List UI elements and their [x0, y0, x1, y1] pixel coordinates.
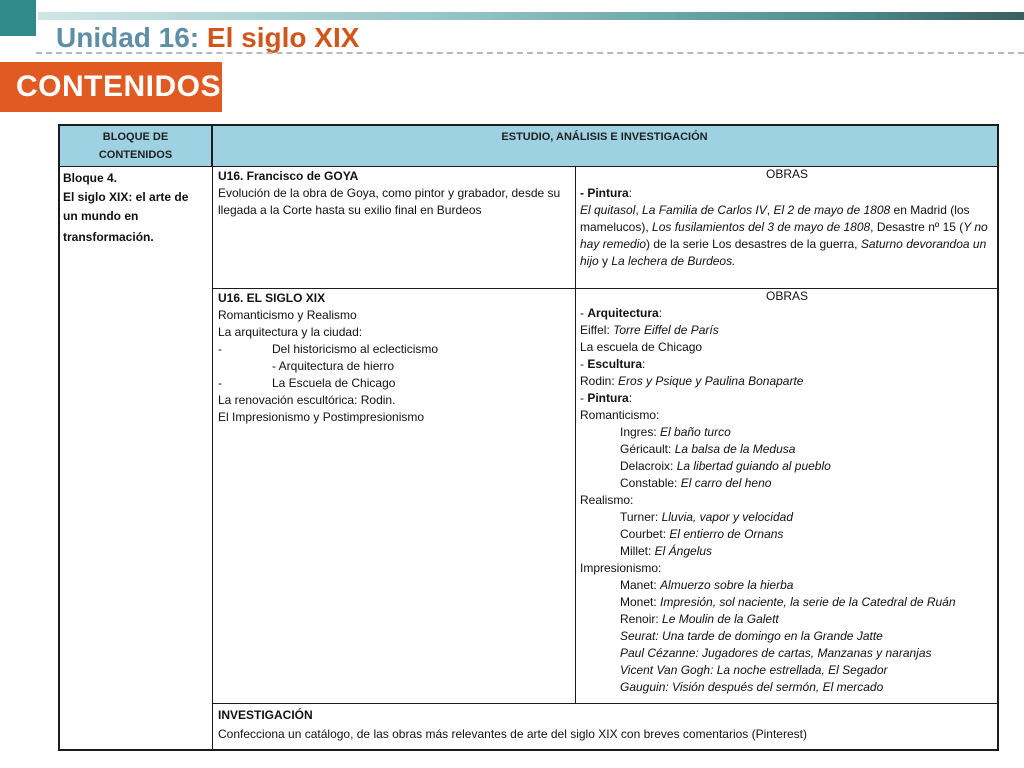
unit-title: [56, 22, 359, 54]
bloque-line2: El siglo XIX: el arte de: [63, 190, 189, 204]
section-label: CONTENIDOS: [0, 62, 222, 112]
xix-line5-text: La Escuela de Chicago: [272, 376, 396, 390]
xix-constable-artist: Constable:: [620, 476, 681, 490]
xix-pin-colon: :: [628, 391, 633, 405]
xix-rodin-work: Eros y Psique y Paulina Bonaparte: [618, 374, 804, 388]
xix-gauguin: Gauguin: Visión después del sermón, El mercado: [620, 680, 884, 694]
xix-line3-text: Del historicismo al eclecticismo: [272, 342, 439, 356]
xix-pin-heading: [580, 390, 994, 407]
xix-line5: [218, 375, 570, 392]
goya-pintura-label: - Pintura: [580, 186, 629, 200]
goya-works: [580, 202, 994, 270]
xix-eiffel-artist: Eiffel:: [580, 323, 614, 337]
investigacion-cell: [218, 706, 988, 744]
xix-line3-dash: -: [218, 342, 222, 356]
top-accent-bar: [38, 12, 1024, 20]
xix-courbet-work: El entierro de Ornans: [669, 527, 784, 541]
xix-rodin: [580, 373, 994, 390]
xix-ingres-artist: Ingres:: [620, 425, 661, 439]
xix-rodin-artist: Rodin:: [580, 374, 619, 388]
xix-delacroix-work: La libertad guiando al pueblo: [676, 459, 831, 473]
xix-arq-label: Arquitectura: [587, 306, 659, 320]
col-divider-obras: [575, 166, 576, 703]
goya-obras-cell: [580, 166, 994, 270]
xix-vangogh: Vicent Van Gogh: La noche estrellada, El Segador: [620, 663, 888, 677]
xix-line3: [218, 341, 570, 358]
goya-sep-1: ,: [635, 203, 643, 217]
header-estudio: ESTUDIO, ANÁLISIS E INVESTIGACIÓN: [212, 126, 997, 166]
xix-obras-label: OBRAS: [765, 289, 808, 303]
col-divider-bloque: [212, 126, 213, 749]
xix-renoir: [580, 611, 994, 628]
dashed-divider: [36, 52, 1024, 54]
xix-impresionismo: Impresionismo:: [580, 561, 662, 575]
xix-turner-artist: Turner:: [620, 510, 662, 524]
goya-work-2: La Familia de Carlos IV: [642, 203, 767, 217]
bloque-line1: Bloque 4.: [63, 171, 118, 185]
xix-line5-dash: -: [218, 376, 222, 390]
xix-desc-cell: [218, 290, 570, 426]
goya-text-5: ) de la serie Los desastres de la guerra,: [646, 237, 861, 251]
header-bloque-line2: CONTENIDOS: [98, 149, 173, 161]
xix-ingres-work: El baño turco: [660, 425, 731, 439]
xix-esc-label: Escultura: [587, 357, 643, 371]
contents-table: [58, 124, 999, 751]
goya-work-4: Los fusilamientos del 3 de mayo de 1808: [652, 220, 871, 234]
xix-renoir-artist: Renoir:: [620, 612, 663, 626]
goya-work-6: Saturno devorandoa un hijo: [580, 237, 987, 268]
xix-gericault: [580, 441, 994, 458]
xix-constable: [580, 475, 994, 492]
xix-turner-work: Lluvia, vapor y velocidad: [661, 510, 793, 524]
xix-gericault-work: La balsa de la Medusa: [674, 442, 796, 456]
bloque-line3: un mundo en: [63, 209, 139, 223]
xix-seurat: Seurat: Una tarde de domingo en la Grande Jatte: [620, 629, 883, 643]
goya-pintura-colon: :: [628, 186, 633, 200]
investigacion-text: Confecciona un catálogo, de las obras más relevantes de arte del siglo XIX con breves comentarios (Pinterest): [218, 727, 807, 741]
goya-work-5: Y no hay remedio: [580, 220, 988, 251]
investigacion-title: INVESTIGACIÓN: [218, 708, 313, 722]
xix-millet: [580, 543, 994, 560]
xix-constable-work: El carro del heno: [680, 476, 772, 490]
goya-obras-label: OBRAS: [765, 167, 808, 181]
goya-work-3: El 2 de mayo de 1808: [773, 203, 891, 217]
xix-esc-dash: -: [580, 357, 588, 371]
xix-line2: La arquitectura y la ciudad:: [218, 325, 363, 339]
xix-millet-work: El Ángelus: [654, 544, 713, 558]
xix-line4: - Arquitectura de hierro: [272, 359, 395, 373]
xix-arq-dash: -: [580, 306, 588, 320]
xix-delacroix: [580, 458, 994, 475]
goya-desc-cell: [218, 168, 570, 219]
xix-monet-artist: Monet:: [620, 595, 661, 609]
goya-text-6: y: [598, 254, 612, 268]
xix-pin-label: Pintura: [587, 391, 629, 405]
unit-title-accent: El siglo XIX: [206, 22, 360, 53]
xix-esc-colon: :: [642, 357, 646, 371]
xix-delacroix-artist: Delacroix:: [620, 459, 677, 473]
xix-monet-work: Impresión, sol naciente, la serie de la Catedral de Ruán: [660, 595, 956, 609]
xix-eiffel-work: Torre Eiffel de París: [613, 323, 719, 337]
xix-obras-cell: [580, 288, 994, 696]
xix-chicago: La escuela de Chicago: [580, 340, 703, 354]
xix-renoir-work: Le Moulin de la Galett: [662, 612, 779, 626]
xix-courbet-artist: Courbet:: [620, 527, 670, 541]
goya-work-1: El quitasol: [580, 203, 636, 217]
xix-millet-artist: Millet:: [620, 544, 655, 558]
xix-realismo: Realismo:: [580, 493, 634, 507]
goya-description: Evolución de la obra de Goya, como pintor y grabador, desde su llegada a la Corte hasta su exilio final en Burdeos: [218, 186, 561, 217]
xix-line7: El Impresionismo y Postimpresionismo: [218, 410, 425, 424]
xix-monet: [580, 594, 994, 611]
xix-romanticismo: Romanticismo:: [580, 408, 660, 422]
xix-line1: Romanticismo y Realismo: [218, 308, 357, 322]
xix-courbet: [580, 526, 994, 543]
xix-manet-work: Almuerzo sobre la hierba: [660, 578, 794, 592]
xix-eiffel: [580, 322, 994, 339]
corner-square: [0, 0, 36, 36]
xix-ingres: [580, 424, 994, 441]
bloque-line4: transformación.: [63, 230, 154, 244]
xix-arq-colon: :: [658, 306, 663, 320]
row-divider-xix: [212, 703, 997, 704]
unit-title-prefix: Unidad 16:: [56, 22, 200, 53]
header-bloque-line1: BLOQUE DE: [102, 131, 169, 143]
goya-text-4: , Desastre nº 15 (: [870, 220, 964, 234]
goya-text-3: en Madrid (los mamelucos),: [580, 203, 970, 234]
goya-work-7: La lechera de Burdeos.: [611, 254, 736, 268]
xix-gericault-artist: Géricault:: [620, 442, 675, 456]
xix-arq-heading: [580, 305, 994, 322]
goya-title: U16. Francisco de GOYA: [218, 169, 359, 183]
xix-manet: [580, 577, 994, 594]
xix-cezanne: Paul Cézanne: Jugadores de cartas, Manzanas y naranjas: [620, 646, 932, 660]
xix-line6: La renovación escultórica: Rodin.: [218, 393, 396, 407]
xix-turner: [580, 509, 994, 526]
bloque-cell: [63, 169, 209, 247]
goya-pintura-heading: [580, 185, 994, 202]
xix-esc-heading: [580, 356, 994, 373]
goya-sep-2: ,: [766, 203, 774, 217]
header-bloque: [60, 126, 212, 166]
xix-title: U16. EL SIGLO XIX: [218, 291, 326, 305]
xix-pin-dash: -: [580, 391, 588, 405]
xix-manet-artist: Manet:: [620, 578, 661, 592]
